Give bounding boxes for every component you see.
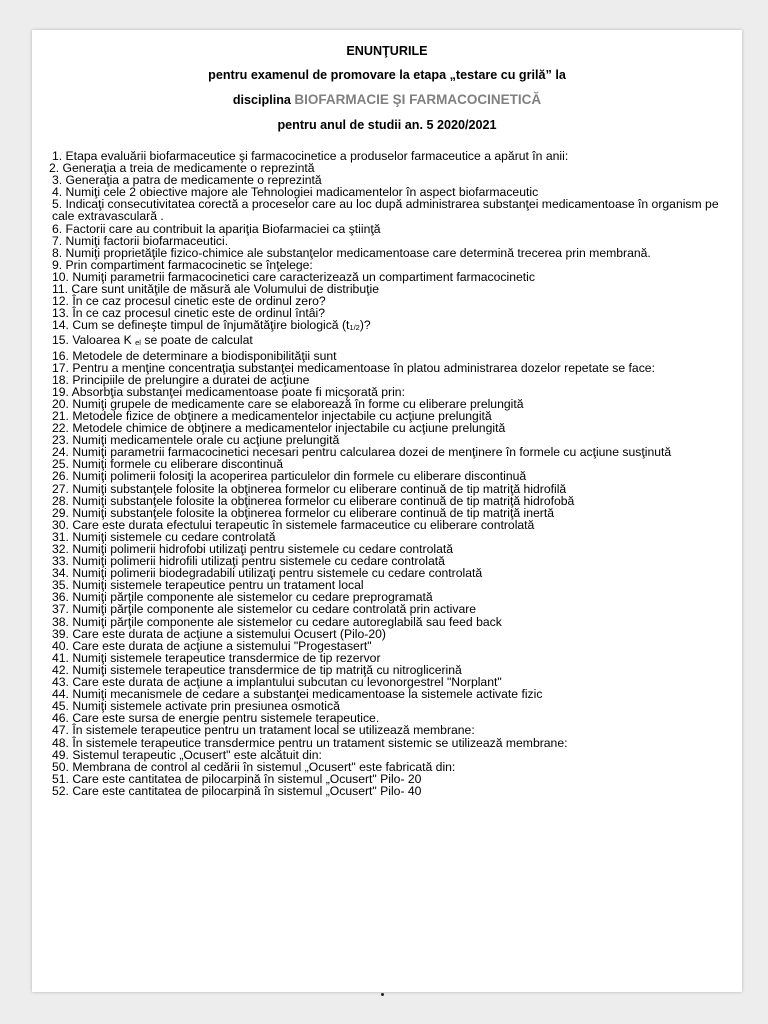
question-item: 12. În ce caz procesul cinetic este de ordinul zero?	[52, 294, 326, 309]
subscript: el	[135, 338, 141, 348]
discipline-subject: BIOFARMACIE ŞI FARMACOCINETICĂ	[294, 92, 542, 107]
question-item: 37. Numiţi părţile componente ale sistemelor cu cedare controlată prin activare	[52, 602, 477, 617]
question-item: 51. Care este cantitatea de pilocarpină în sistemul „Ocusert" Pilo- 20	[52, 771, 422, 786]
question-item: 52. Care este cantitatea de pilocarpină în sistemul „Ocusert" Pilo- 40	[52, 783, 422, 798]
question-item: 17. Pentru a menţine concentraţia substanţei medicamentoase în platou administrarea dozelor repetate se face:	[52, 360, 655, 375]
document-page	[32, 30, 742, 992]
question-item: 49. Sistemul terapeutic „Ocusert" este alcătuit din:	[52, 747, 322, 762]
question-item: 26. Numiţi polimerii folosiţi la acoperirea particulelor din formele cu eliberare discontinuă	[52, 469, 527, 484]
question-text: 15. Valoarea K	[52, 333, 136, 348]
question-item: 3. Generaţia a patra de medicamente o reprezintă	[52, 173, 322, 188]
question-item: 4. Numiţi cele 2 obiective majore ale Tehnologiei madicamentelor în aspect biofarmaceutic	[52, 185, 539, 200]
question-item: 1. Etapa evaluării biofarmaceutice şi farmacocinetice a produselor farmaceutice a apărut în anii:	[52, 149, 569, 163]
page-marker-dot	[381, 993, 384, 996]
question-item: 18. Principiile de prelungire a duratei de acţiune	[52, 372, 310, 387]
question-item: 44. Numiţi mecanismele de cedare a substanţei medicamentoase la sistemele activate fizic	[52, 687, 543, 702]
header-title: ENUNŢURILE	[346, 44, 428, 58]
question-item: 30. Care este durata efectului terapeutic în sistemele farmaceutice cu eliberare controlată	[52, 517, 535, 532]
question-item: 48. În sistemele terapeutice transdermice pentru un tratament sistemic se utilizează membrane:	[52, 735, 568, 750]
question-item: 33. Numiţi polimerii hidrofili utilizaţi pentru sistemele cu cedare controlată	[52, 554, 445, 569]
question-item: 29. Numiţi substanţele folosite la obţinerea formelor cu eliberare continuă de tip matriţă inertă	[52, 505, 554, 520]
question-item: 10. Numiţi parametrii farmacocinetici care caracterizează un compartiment farmacocinetic	[52, 269, 535, 284]
question-item: 23. Numiţi medicamentele orale cu acţiune prelungită	[52, 433, 340, 448]
question-item: 43. Care este durata de acţiune a implantului subcutan cu levonorgestrel "Norplant"	[52, 675, 502, 690]
question-item: 13. În ce caz procesul cinetic este de ordinul întâi?	[52, 306, 326, 321]
question-item: 7. Numiţi factorii biofarmaceutici.	[52, 233, 229, 248]
subscript: 1/2	[349, 323, 360, 333]
discipline-prefix: disciplina	[232, 93, 295, 107]
question-list	[49, 149, 732, 798]
question-item: 11. Care sunt unităţile de măsură ale Volumului de distribuţie	[52, 282, 379, 297]
question-item: 47. În sistemele terapeutice pentru un tratament local se utilizează membrane:	[52, 723, 475, 738]
header-exam-line: pentru examenul de promovare la etapa „testare cu grilă” la	[208, 68, 566, 82]
question-item: 5. Indicaţi consecutivitatea corectă a proceselor care au loc după administrarea substanţei medicamentoase în organism pe cale extravasculară .	[52, 197, 719, 224]
question-item: 45. Numiţi sistemele activate prin presiunea osmotică	[52, 699, 340, 714]
question-item: 50. Membrana de control al cedării în sistemul „Ocusert" este fabricată din:	[52, 759, 456, 774]
question-item: 35. Numiţi sistemele terapeutice pentru un tratament local	[52, 578, 364, 593]
question-item: 41. Numiţi sistemele terapeutice transdermice de tip rezervor	[52, 650, 381, 665]
question-item: 24. Numiţi parametrii farmacocinetici necesari pentru calcularea dozei de menţinere în formele cu acţiune susţinută	[52, 445, 672, 460]
question-item	[52, 334, 732, 349]
question-item: 20. Numiţi grupele de medicamente care se elaborează în forme cu eliberare prelungită	[52, 396, 524, 411]
question-item: 2. Generaţia a treia de medicamente o reprezintă	[49, 161, 315, 176]
question-item: 46. Care este sursa de energie pentru sistemele terapeutice.	[52, 711, 380, 726]
question-text: 14. Cum se defineşte timpul de înjumătăţire biologică (t	[52, 318, 350, 333]
question-item: 36. Numiţi părţile componente ale sistemelor cu cedare preprogramată	[52, 590, 433, 605]
question-text-tail: )?	[359, 318, 371, 333]
question-item: 34. Numiţi polimerii biodegradabili utilizaţi pentru sistemele cu cedare controlată	[52, 566, 483, 581]
header-year-line: pentru anul de studii an. 5 2020/2021	[277, 118, 497, 132]
question-item: 9. Prin compartiment farmacocinetic se înţelege:	[52, 257, 313, 272]
question-item: 16. Metodele de determinare a biodisponibilităţii sunt	[52, 348, 337, 363]
question-item	[52, 319, 732, 334]
question-item: 19. Absorbţia substanţei medicamentoase poate fi micşorată prin:	[52, 384, 405, 399]
question-item: 40. Care este durata de acţiune a sistemului "Progestasert"	[52, 638, 372, 653]
question-item: 6. Factorii care au contribuit la apariţia Biofarmaciei ca ştiinţă	[52, 221, 381, 236]
header-discipline-line	[32, 92, 742, 107]
question-item: 8. Numiţi proprietăţile fizico-chimice ale substanţelor medicamentoase care determină trecerea prin membrană.	[52, 245, 651, 260]
question-item: 38. Numiţi părţile componente ale sistemelor cu cedare autoreglabilă sau feed back	[52, 614, 502, 629]
question-text-tail: se poate de calculat	[140, 333, 253, 348]
question-item: 31. Numiţi sistemele cu cedare controlată	[52, 529, 276, 544]
question-item: 32. Numiţi polimerii hidrofobi utilizaţi pentru sistemele cu cedare controlată	[52, 542, 454, 556]
question-item: 28. Numiţi substanţele folosite la obţinerea formelor cu eliberare continuă de tip matriţă hidrofobă	[52, 493, 575, 508]
question-item: 42. Numiţi sistemele terapeutice transdermice de tip matriţă cu nitroglicerină	[52, 662, 462, 677]
question-item: 39. Care este durata de acţiune a sistemului Ocusert (Pilo-20)	[52, 626, 386, 641]
question-item: 25. Numiţi formele cu eliberare discontinuă	[52, 457, 283, 472]
question-item: 21. Metodele fizice de obţinere a medicamentelor injectabile cu acţiune prelungită	[52, 408, 492, 423]
question-item: 27. Numiţi substanţele folosite la obţinerea formelor cu eliberare continuă de tip matriţă hidrofilă	[52, 481, 567, 496]
question-item: 22. Metodele chimice de obţinere a medicamentelor injectabile cu acţiune prelungită	[52, 421, 506, 436]
